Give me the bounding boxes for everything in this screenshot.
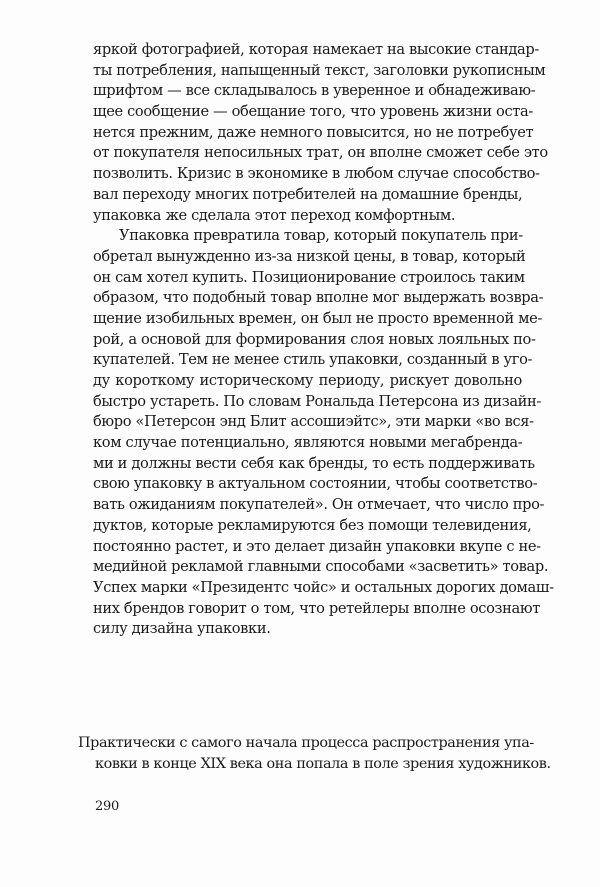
- text-line: образом, что подобный товар вполне мог выдержать возвра-: [93, 289, 544, 307]
- text-line: вать ожиданиям покупателей». Он отмечает, что число про-: [93, 496, 545, 514]
- text-line: Успех марки «Президентс чойс» и остальных дорогих домаш-: [93, 578, 554, 596]
- text-line: Упаковка превратила товар, который покупатель при-: [119, 227, 523, 245]
- text-line: щее сообщение — обещание того, что уровень жизни оста-: [93, 103, 533, 121]
- text-line: вал переходу многих потребителей на домашние бренды,: [93, 185, 523, 203]
- text-line: упаковка же сделала этот переход комфортным.: [93, 206, 456, 224]
- text-line: постоянно растет, и это делает дизайн упаковки вкупе с не-: [93, 537, 541, 555]
- text-line: ты потребления, напыщенный текст, заголовки рукописным: [93, 61, 546, 79]
- page-number: 290: [95, 799, 119, 814]
- text-line: медийной рекламой главными способами «засветить» товар.: [93, 558, 549, 576]
- text-line: позволить. Кризис в экономике в любом случае способство-: [93, 165, 540, 183]
- caption-line: ковки в конце XIX века она попала в поле зрения художников.: [95, 755, 551, 772]
- text-line: свою упаковку в актуальном состоянии, чтобы соответство-: [93, 475, 538, 493]
- text-line: нется прежним, даже немного повысится, но не потребует: [93, 123, 534, 141]
- caption-line: Практически с самого начала процесса распространения упа-: [78, 735, 534, 751]
- text-line: ду короткому историческому периоду, рискует довольно: [93, 372, 522, 389]
- text-line: яркой фотографией, которая намекает на высокие стандар-: [93, 41, 539, 58]
- paragraph-2: [93, 226, 554, 640]
- text-line: рой, а основой для формирования слоя новых лояльных по-: [93, 330, 536, 348]
- text-line: он сам хотел купить. Позиционирование строилось таким: [93, 268, 525, 286]
- text-line: щение изобильных времен, он был не просто временной ме-: [93, 309, 542, 327]
- text-line: силу дизайна упаковки.: [93, 620, 271, 638]
- text-line: шрифтом — все складывалось в уверенное и обнадеживаю-: [93, 82, 536, 100]
- body-text: [93, 40, 554, 640]
- text-line: обретал вынужденно из-за низкой цены, в товар, который: [93, 247, 526, 265]
- text-line: дуктов, которые рекламируются без помощи телевидения,: [93, 516, 532, 534]
- text-line: купателей. Тем не менее стиль упаковки, созданный в уго-: [93, 351, 533, 369]
- paragraph-1: [93, 40, 548, 226]
- text-line: ми и должны вести себя как бренды, то есть поддерживать: [93, 454, 535, 472]
- figure-caption: [78, 733, 551, 774]
- text-line: них брендов говорит о том, что ретейлеры вполне осознают: [93, 599, 540, 617]
- text-line: бюро «Петерсон энд Блит ассошиэйтс», эти марки «во вся-: [93, 413, 534, 431]
- text-line: быстро устареть. По словам Рональда Петерсона из дизайн-: [93, 392, 542, 410]
- text-line: от покупателя непосильных трат, он вполне сможет себе это: [93, 144, 548, 162]
- text-line: ком случае потенциально, являются новыми мегабренда-: [93, 434, 523, 452]
